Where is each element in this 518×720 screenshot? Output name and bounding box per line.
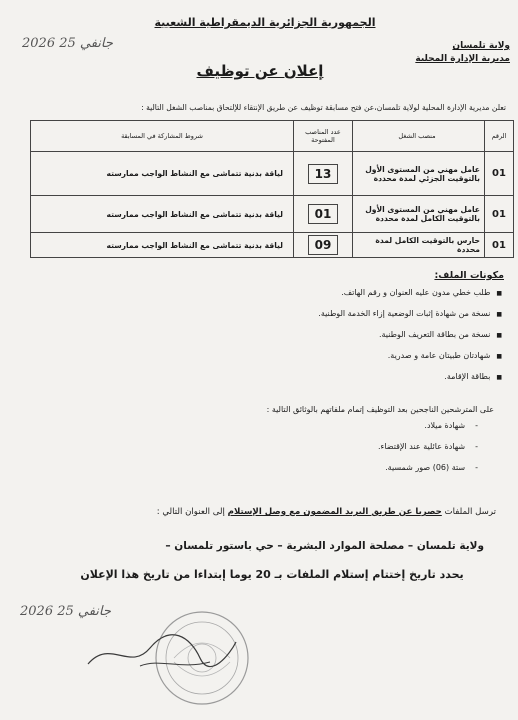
wilaya-label: ولاية تلمسان <box>452 41 510 51</box>
intro-text: تعلن مديرية الإدارة المحلية لولاية تلمسان،عن فتح مسابقة توظيف عن طريق الإنتقاء للإلتحاق بمناصب الشغل التالية : <box>141 103 506 112</box>
header-count: عدد المناصب المفتوحة <box>294 121 353 152</box>
deadline-text: يحدد تاريخ إختتام إستلام الملفات بـ 20 يوما إبتداءا من تاريخ هذا الإعلان <box>80 568 464 581</box>
row-num: 01 <box>485 152 514 196</box>
table-row <box>31 196 514 233</box>
after-hiring-intro: على المترشحين الناجحين بعد التوظيف إتمام ملفاتهم بالوثائق التالية : <box>266 405 494 414</box>
list-item: ■ طلب خطي مدون عليه العنوان و رقم الهاتف. <box>122 282 502 303</box>
list-item: - شهادة ميلاد. <box>178 415 478 436</box>
row-count: 09 <box>308 235 339 255</box>
send-instructions <box>36 507 496 517</box>
file-items-list <box>122 282 502 387</box>
list-item: ■ شهادتان طبيتان عامة و صدرية. <box>122 345 502 366</box>
row-num: 01 <box>485 196 514 233</box>
row-conditions: لياقة بدنية تتماشى مع النشاط الواجب ممارسته <box>31 233 294 258</box>
header-conditions: شروط المشاركة في المسابقة <box>31 121 294 152</box>
list-item: ■ نسخة من شهادة إثبات الوضعية إزاء الخدمة الوطنية. <box>122 303 502 324</box>
row-post: عامل مهني من المستوى الأول بالتوقيت الكامل لمدة محددة <box>353 196 485 233</box>
row-post: حارس بالتوقيت الكامل لمدة محددة <box>353 233 485 258</box>
list-item: ■ بطاقة الإقامة. <box>122 366 502 387</box>
row-num: 01 <box>485 233 514 258</box>
list-item: ■ نسخة من بطاقة التعريف الوطنية. <box>122 324 502 345</box>
list-item: - ستة (06) صور شمسية. <box>178 457 478 478</box>
after-hiring-list <box>178 415 478 478</box>
row-conditions: لياقة بدنية تتماشى مع النشاط الواجب ممارسته <box>31 152 294 196</box>
directorate-label: مديرية الإدارة المحلية <box>415 54 510 64</box>
row-post: عامل مهني من المستوى الأول بالتوقيت الجزئي لمدة محددة <box>353 152 485 196</box>
jobs-table <box>30 120 514 258</box>
mailing-address: ولاية تلمسان – مصلحة الموارد البشرية – حي باستور تلمسان – <box>165 540 484 552</box>
row-count: 01 <box>308 204 339 224</box>
table-header-row <box>31 121 514 152</box>
row-count-cell <box>294 152 353 196</box>
send-prefix: ترسل الملفات <box>444 507 496 517</box>
header-post: منصب الشغل <box>353 121 485 152</box>
row-conditions: لياقة بدنية تتماشى مع النشاط الواجب ممارسته <box>31 196 294 233</box>
file-section-title: مكونات الملف: <box>434 270 504 281</box>
row-count: 13 <box>308 164 339 184</box>
date-stamp-bottom: 2026 جانفي 25 <box>20 604 111 619</box>
header-num: الرقم <box>485 121 514 152</box>
announcement-title: إعلان عن توظيف <box>196 62 324 80</box>
table-row <box>31 152 514 196</box>
republic-heading: الجمهورية الجزائرية الديمقراطية الشعبية <box>154 16 376 29</box>
issuer-block <box>390 40 510 66</box>
signature-icon <box>80 628 240 678</box>
row-count-cell <box>294 196 353 233</box>
send-suffix: إلى العنوان التالي : <box>156 507 225 517</box>
list-item: - شهادة عائلية عند الإقتضاء. <box>178 436 478 457</box>
row-count-cell <box>294 233 353 258</box>
send-emphasis: حصريا عن طريق البريد المضمون مع وصل الإستلام <box>227 507 442 517</box>
date-stamp-top: 2026 جانفي 25 <box>22 36 113 51</box>
table-row <box>31 233 514 258</box>
